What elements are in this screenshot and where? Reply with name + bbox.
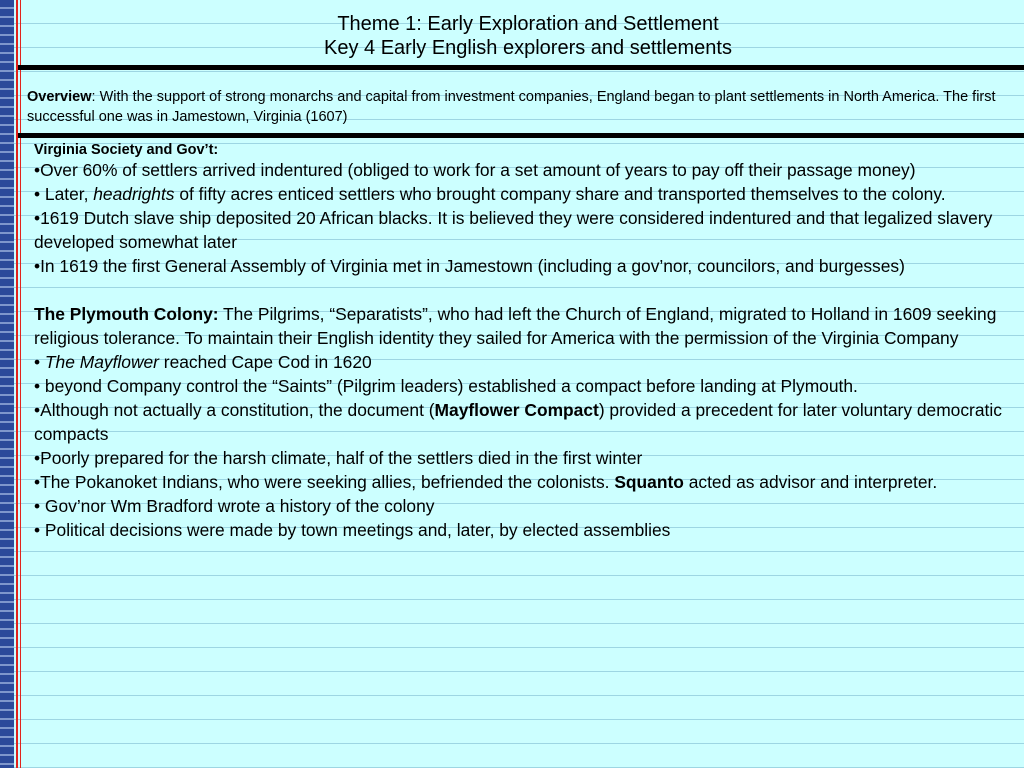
plymouth-bullet-7: • Political decisions were made by town meetings and, later, by elected assemblies bbox=[34, 520, 671, 540]
plymouth-bullet-3-pre: •Although not actually a constitution, the document ( bbox=[34, 400, 435, 420]
plymouth-bullet-6: • Gov’nor Wm Bradford wrote a history of the colony bbox=[34, 496, 435, 516]
slide-title bbox=[32, 12, 1024, 60]
margin-line bbox=[20, 0, 21, 768]
plymouth-bullet-1-pre: • bbox=[34, 352, 45, 372]
plymouth-bullet-1 bbox=[34, 350, 1014, 374]
virginia-bullet-4: •In 1619 the first General Assembly of Virginia met in Jamestown (including a gov’nor, councilors, and burgesses) bbox=[34, 256, 905, 276]
divider-top bbox=[18, 65, 1024, 70]
virginia-bullet-1: •Over 60% of settlers arrived indentured (obliged to work for a set amount of years to pay off their passage money) bbox=[34, 160, 916, 180]
plymouth-bullet-3-post: ) provided a precedent for later voluntary democratic compacts bbox=[34, 400, 1002, 444]
mayflower-compact-term: Mayflower Compact bbox=[434, 400, 599, 420]
divider-bottom bbox=[18, 133, 1024, 138]
plymouth-intro-text: The Pilgrims, “Separatists”, who had left the Church of England, migrated to Holland in 1609 seeking religious tolerance. To maintain their English identity they sailed for America with the permission of the Virginia Company bbox=[34, 304, 997, 348]
headrights-term: headrights bbox=[93, 184, 175, 204]
plymouth-bullet-5-post: acted as advisor and interpreter. bbox=[683, 472, 938, 492]
virginia-bullet-2-pre: • Later, bbox=[34, 184, 94, 204]
overview-label: Overview bbox=[27, 89, 92, 105]
plymouth-heading: The Plymouth Colony: bbox=[34, 304, 219, 324]
plymouth-bullet-5-pre: •The Pokanoket Indians, who were seeking allies, befriended the colonists. bbox=[34, 472, 615, 492]
plymouth-bullet-1-post: reached Cape Cod in 1620 bbox=[158, 352, 372, 372]
plymouth-bullet-2: • beyond Company control the “Saints” (Pilgrim leaders) established a compact before landing at Plymouth. bbox=[34, 376, 858, 396]
virginia-bullet-2 bbox=[34, 182, 1014, 206]
notes-body bbox=[34, 142, 1014, 542]
virginia-heading: Virginia Society and Gov’t: bbox=[34, 142, 219, 158]
squanto-term: Squanto bbox=[614, 472, 684, 492]
plymouth-intro bbox=[34, 302, 1014, 350]
plymouth-bullet-3 bbox=[34, 398, 1014, 446]
virginia-bullet-2-post: of fifty acres enticed settlers who brought company share and transported themselves to the colony. bbox=[174, 184, 946, 204]
margin-line bbox=[16, 0, 18, 768]
mayflower-ship-name: The Mayflower bbox=[44, 352, 159, 372]
overview-text: With the support of strong monarchs and capital from investment companies, England began to plant settlements in North America. The first successful one was in Jamestown, Virginia (1607) bbox=[27, 89, 996, 125]
virginia-bullet-3: •1619 Dutch slave ship deposited 20 African blacks. It is believed they were considered indentured and that legalized slavery developed somewhat later bbox=[34, 208, 993, 252]
plymouth-bullet-4: •Poorly prepared for the harsh climate, half of the settlers died in the first winter bbox=[34, 448, 643, 468]
plymouth-bullet-5 bbox=[34, 470, 1014, 494]
overview-separator: : bbox=[91, 89, 100, 105]
spacer bbox=[34, 278, 1014, 302]
title-line-1: Theme 1: Early Exploration and Settlement bbox=[337, 13, 719, 35]
title-line-2: Key 4 Early English explorers and settlements bbox=[324, 37, 732, 59]
notebook-spine bbox=[0, 0, 14, 768]
overview-paragraph bbox=[27, 87, 1012, 127]
